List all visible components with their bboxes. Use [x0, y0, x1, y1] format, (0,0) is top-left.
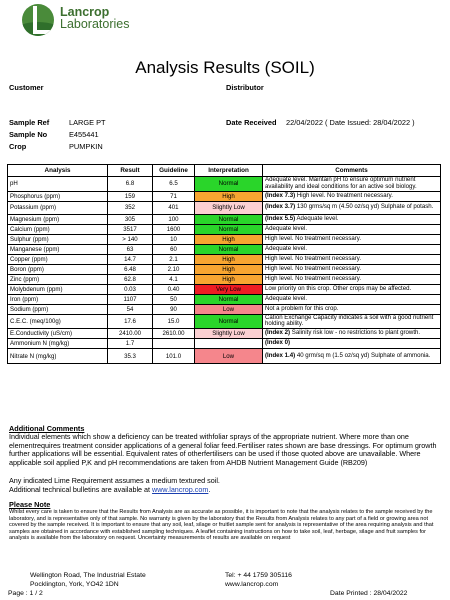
date-received-value: 22/04/2022 ( Date Issued: 28/04/2022 ) — [286, 118, 415, 127]
comment-cell — [263, 254, 441, 264]
result-cell: 63 — [108, 244, 153, 254]
crop-label: Crop — [9, 142, 27, 151]
comment-text: 40 grm/sq m (1.5 oz/sq yd) Sulphate of ammonia. — [295, 351, 431, 359]
analysis-cell: Sulphur (ppm) — [8, 234, 108, 244]
table-row — [8, 304, 441, 314]
guideline-cell: 0.40 — [153, 284, 195, 294]
lancrop-logo-icon — [22, 4, 54, 36]
bulletins-note — [9, 485, 441, 494]
result-cell: 14.7 — [108, 254, 153, 264]
result-cell: 35.3 — [108, 349, 153, 364]
interpretation-cell: Normal — [195, 244, 263, 254]
guideline-cell: 6.5 — [153, 177, 195, 192]
table-row — [8, 214, 441, 224]
date-received-label: Date Received — [226, 118, 277, 127]
comment-text: High level. No treatment necessary. — [265, 274, 362, 282]
please-note-text: Whilst every care is taken to ensure that the Results from Analysis are as accurate as possible, it is important to note that the analysis relates to the sample received by the laboratory, and is representative only of that sample. No warranty is given by the laboratory that the Results from Analysis relates to any part of a field or growing area not covered by the sample received. It is important to ensure that any soil, leaf, silage or fruitlet sample sent for analysis is representative of the area requiring analysis and that samples are obtained in accordance with established sampling techniques. A leaflet containing instructions on how to take soil, leaf, herbage, silage and fruit samples for analysis is available from the laboratory on request. Uncertainty measurements of results are available on request — [9, 509, 434, 542]
guideline-cell: 1600 — [153, 224, 195, 234]
comment-cell — [263, 244, 441, 254]
comment-cell — [263, 274, 441, 284]
comment-cell — [263, 201, 441, 214]
result-cell: 6.48 — [108, 264, 153, 274]
comment-index: (Index 1.4) — [265, 351, 296, 359]
comment-cell — [263, 294, 441, 304]
bulletins-end: . — [208, 485, 211, 494]
customer-label: Customer — [9, 83, 44, 92]
analysis-cell: Calcium (ppm) — [8, 224, 108, 234]
result-cell: 159 — [108, 191, 153, 201]
analysis-cell: Manganese (ppm) — [8, 244, 108, 254]
sample-ref-value: LARGE PT — [69, 118, 106, 127]
table-row — [8, 224, 441, 234]
lancrop-logo — [22, 4, 162, 38]
interpretation-cell: High — [195, 264, 263, 274]
result-cell: 1.7 — [108, 339, 153, 349]
sample-no-value: E455441 — [69, 130, 99, 139]
comment-text: Low priority on this crop. Other crops may be affected. — [265, 284, 412, 292]
distributor-label: Distributor — [226, 83, 264, 92]
telephone: Tel: + 44 1759 305116 — [225, 572, 292, 579]
comment-cell — [263, 349, 441, 364]
result-cell: 0.03 — [108, 284, 153, 294]
analysis-cell: Boron (ppm) — [8, 264, 108, 274]
additional-comments-heading: Additional Comments — [9, 424, 85, 433]
comment-cell — [263, 284, 441, 294]
interpretation-cell: Normal — [195, 177, 263, 192]
sample-ref-label: Sample Ref — [9, 118, 50, 127]
guideline-cell: 50 — [153, 294, 195, 304]
lancrop-website-link[interactable]: www.lancrop.com — [152, 485, 209, 494]
guideline-cell: 2610.00 — [153, 329, 195, 339]
comment-text: High level. No treatment necessary. — [295, 191, 393, 199]
analysis-cell: Copper (ppm) — [8, 254, 108, 264]
guideline-cell: 101.0 — [153, 349, 195, 364]
footer-website[interactable]: www.lancrop.com — [225, 581, 279, 588]
comment-text: Adequate level. — [265, 294, 308, 302]
interpretation-cell: High — [195, 274, 263, 284]
col-header-interpretation: Interpretation — [195, 165, 263, 177]
comment-cell — [263, 339, 441, 349]
page-number: Page : 1 / 2 — [8, 590, 43, 597]
interpretation-cell: High — [195, 254, 263, 264]
comment-cell — [263, 264, 441, 274]
result-cell: 17.6 — [108, 314, 153, 329]
col-header-analysis: Analysis — [8, 165, 108, 177]
result-cell: 54 — [108, 304, 153, 314]
comment-text: High level. No treatment necessary. — [265, 234, 362, 242]
interpretation-cell: Normal — [195, 294, 263, 304]
guideline-cell: 71 — [153, 191, 195, 201]
comment-cell — [263, 177, 441, 192]
comment-index: (Index 7.3) — [265, 191, 296, 199]
guideline-cell — [153, 339, 195, 349]
result-cell: 2410.00 — [108, 329, 153, 339]
interpretation-cell — [195, 339, 263, 349]
comment-text: 130 grms/sq m (4.50 oz/sq yd) Sulphate of potash. — [295, 203, 434, 211]
table-row — [8, 177, 441, 192]
date-printed: Date Printed : 28/04/2022 — [330, 590, 408, 597]
interpretation-cell: Slightly Low — [195, 201, 263, 214]
result-cell: 62.8 — [108, 274, 153, 284]
analysis-cell: Magnesium (ppm) — [8, 214, 108, 224]
guideline-cell: 15.0 — [153, 314, 195, 329]
table-row — [8, 274, 441, 284]
lime-note: Any indicated Lime Requirement assumes a medium textured soil. — [9, 476, 220, 485]
guideline-cell: 2.10 — [153, 264, 195, 274]
result-cell: 3517 — [108, 224, 153, 234]
comment-index: (Index 3.7) — [265, 203, 296, 211]
interpretation-cell: Very Low — [195, 284, 263, 294]
interpretation-cell: Slightly Low — [195, 329, 263, 339]
result-cell: > 140 — [108, 234, 153, 244]
analysis-cell: E.Conductivity (uS/cm) — [8, 329, 108, 339]
interpretation-cell: Normal — [195, 214, 263, 224]
result-cell: 305 — [108, 214, 153, 224]
guideline-cell: 90 — [153, 304, 195, 314]
comment-index: (Index 2) — [265, 329, 291, 337]
analysis-cell: Molybdenum (ppm) — [8, 284, 108, 294]
interpretation-cell: High — [195, 234, 263, 244]
bulletins-text: Additional technical bulletins are available at — [9, 485, 153, 494]
analysis-cell: Nitrate N (mg/kg) — [8, 349, 108, 364]
guideline-cell: 10 — [153, 234, 195, 244]
comment-text: Salinity risk low - no restrictions to plant growth. — [290, 329, 421, 337]
comment-text: Adequate level. Maintain pH to ensure optimum nutrient availability and ideal conditions for an active soil biology. — [265, 176, 417, 190]
analysis-cell: pH — [8, 177, 108, 192]
comment-text: Adequate level. — [265, 244, 308, 252]
please-note-heading: Please Note — [9, 500, 51, 509]
result-cell: 1107 — [108, 294, 153, 304]
table-row — [8, 294, 441, 304]
page-title: Analysis Results (SOIL) — [135, 58, 315, 77]
table-row — [8, 339, 441, 349]
col-header-guideline: Guideline — [153, 165, 195, 177]
table-row — [8, 314, 441, 329]
comment-index: (Index 5.5) — [265, 214, 296, 222]
interpretation-cell: Normal — [195, 224, 263, 234]
result-cell: 352 — [108, 201, 153, 214]
analysis-cell: C.E.C. (meq/100g) — [8, 314, 108, 329]
result-cell: 6.8 — [108, 177, 153, 192]
brand-name — [60, 6, 130, 30]
table-row — [8, 254, 441, 264]
table-row — [8, 349, 441, 364]
results-table — [7, 164, 441, 364]
interpretation-cell: Normal — [195, 314, 263, 329]
comment-text: Adequate level. — [295, 214, 339, 222]
col-header-comments: Comments — [263, 165, 441, 177]
interpretation-cell: Low — [195, 349, 263, 364]
table-row — [8, 191, 441, 201]
table-row — [8, 201, 441, 214]
comment-cell — [263, 191, 441, 201]
interpretation-cell: Low — [195, 304, 263, 314]
comment-text: High level. No treatment necessary. — [265, 264, 362, 272]
analysis-cell: Potassium (ppm) — [8, 201, 108, 214]
comment-cell — [263, 214, 441, 224]
analysis-cell: Sodium (ppm) — [8, 304, 108, 314]
col-header-result: Result — [108, 165, 153, 177]
comment-text: Cation Exchange Capacity indicates a soil with a good nutrient holding ability. — [265, 314, 434, 328]
guideline-cell: 401 — [153, 201, 195, 214]
guideline-cell: 2.1 — [153, 254, 195, 264]
analysis-cell: Phosphorus (ppm) — [8, 191, 108, 201]
comment-text: Adequate level. — [265, 224, 308, 232]
address-line-2: Pocklington, York, YO42 1DN — [30, 581, 119, 588]
comment-text: Not a problem for this crop. — [265, 304, 339, 312]
comment-index: (Index 0) — [265, 339, 291, 347]
guideline-cell: 100 — [153, 214, 195, 224]
comment-cell — [263, 314, 441, 329]
table-row — [8, 329, 441, 339]
crop-value: PUMPKIN — [69, 142, 103, 151]
table-row — [8, 284, 441, 294]
comment-text: High level. No treatment necessary. — [265, 254, 362, 262]
analysis-cell: Ammonium N (mg/kg) — [8, 339, 108, 349]
table-row — [8, 264, 441, 274]
comment-cell — [263, 224, 441, 234]
comment-cell — [263, 329, 441, 339]
guideline-cell: 4.1 — [153, 274, 195, 284]
table-header-row — [8, 165, 441, 177]
table-row — [8, 234, 441, 244]
additional-comments-text: Individual elements which show a deficiency can be treated withfoliar sprays of the appropriate nutrient. Where more than one elementrequires treatment consider applications of a general foliar feed.Fertiliser rates shown are base dressings. For optimum growth further applications will be essential. Equivalent rates of otherfertilisers can be used if those quoted above are unavailable. Where applicable soil applied P,K and pH recommendations are taken from AHDB Nutrient Management Guide (RB209) — [9, 432, 437, 467]
guideline-cell: 60 — [153, 244, 195, 254]
brand-line1: Lancrop — [60, 5, 110, 19]
brand-line2: Laboratories — [60, 17, 130, 31]
comment-cell — [263, 304, 441, 314]
table-row — [8, 244, 441, 254]
interpretation-cell: High — [195, 191, 263, 201]
address-line-1: Wellington Road, The Industrial Estate — [30, 572, 146, 579]
analysis-cell: Zinc (ppm) — [8, 274, 108, 284]
analysis-cell: Iron (ppm) — [8, 294, 108, 304]
comment-cell — [263, 234, 441, 244]
sample-no-label: Sample No — [9, 130, 48, 139]
